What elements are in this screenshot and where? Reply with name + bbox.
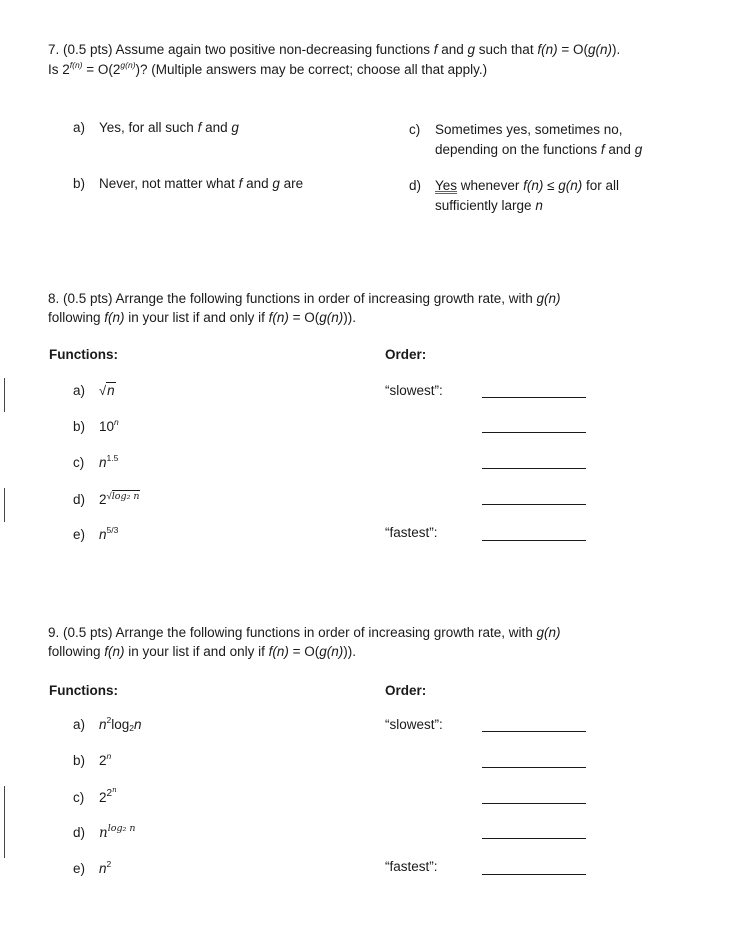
q8-answer-blank-3[interactable] [482,468,586,469]
q8-answer-blank-5[interactable] [482,540,586,541]
q8-answer-blank-1[interactable] [482,397,586,398]
q8-item-a: a) √n [73,383,115,398]
q8-item-b: b) 10$^n$ [73,417,119,434]
q9-answer-blank-5[interactable] [482,874,586,875]
margin-bar [4,786,5,858]
q7-option-a[interactable]: a) Yes, for all such f and g [73,120,239,135]
q7-option-c[interactable]: c) Sometimes yes, sometimes no, depending on the functions f and g [409,122,643,157]
q8-item-c: c) $n^{1.5}$ [73,453,119,470]
q9-item-a: a) $n^2\log_2n$ [73,715,142,733]
q7-line1: 7. (0.5 pts) Assume again two positive non-decreasing functions f and g such that f(n) = O(g(n)). [48,42,621,57]
q8-answer-blank-4[interactable] [482,504,586,505]
q9-answer-blank-4[interactable] [482,838,586,839]
q9-fastest-label: “fastest”: [385,859,438,874]
margin-bar [4,378,5,412]
q9-item-b: b) 2$^n$ [73,751,112,768]
q9-answer-blank-1[interactable] [482,731,586,732]
q8-item-d: d) $2^{√log_2 n}$ [73,491,140,507]
q8-answer-blank-2[interactable] [482,432,586,433]
q8-slowest-label: “slowest”: [385,383,443,398]
q7-line2: Is $2^{f(n)} = O(2^{g(n)})$? (Multiple answers may be correct; choose all that apply.) [48,60,488,77]
sqrt-n-expr: √n [99,383,115,398]
q8-line2: following f(n) in your list if and only if f(n) = O(g(n))). [48,310,357,325]
q8-order-header: Order: [385,347,427,362]
q9-answer-blank-3[interactable] [482,803,586,804]
margin-bar [4,488,5,522]
q8-functions-header: Functions: [49,347,118,362]
q9-order-header: Order: [385,683,427,698]
q8-line1: 8. (0.5 pts) Arrange the following functions in order of increasing growth rate, with g(n) [48,291,561,306]
q9-line1: 9. (0.5 pts) Arrange the following functions in order of increasing growth rate, with g(n) [48,625,561,640]
q9-item-c: c) $2^{2^n}$ [73,786,117,805]
q9-answer-blank-2[interactable] [482,767,586,768]
q7-option-d[interactable]: d) Yes whenever f(n) ≤ g(n) for all sufficiently large n [409,178,620,213]
q9-slowest-label: “slowest”: [385,717,443,732]
q7-option-b[interactable]: b) Never, not matter what f and g are [73,176,304,191]
q9-item-e: e) $n^2$ [73,859,112,876]
q9-line2: following f(n) in your list if and only if f(n) = O(g(n))). [48,644,357,659]
q9-functions-header: Functions: [49,683,118,698]
q9-item-d: d) $n^{log_2 n}$ [73,823,136,841]
q8-item-e: e) $n^{5/3}$ [73,525,119,542]
q8-fastest-label: “fastest”: [385,525,438,540]
